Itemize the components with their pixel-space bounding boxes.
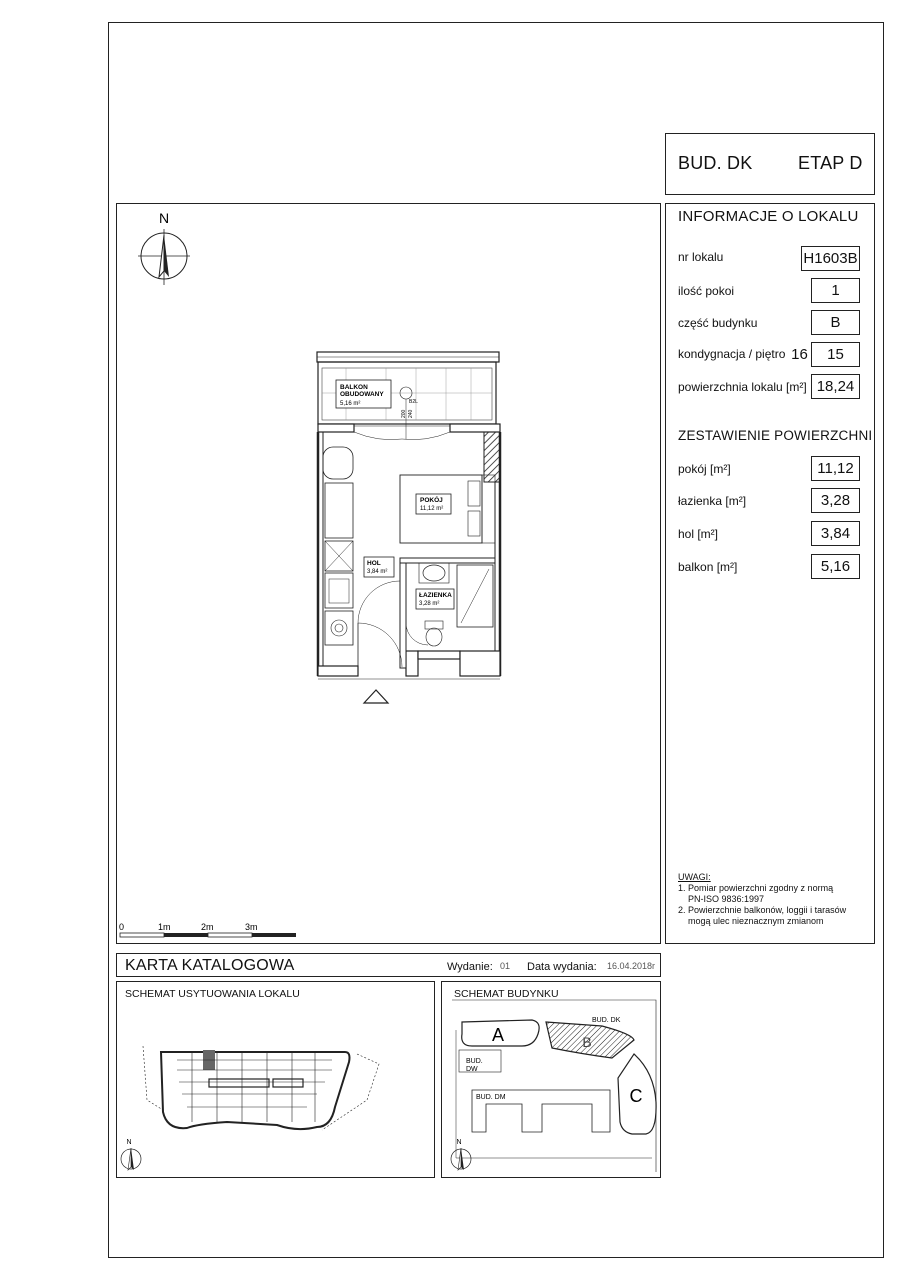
bud-dw-label1: BUD. [466, 1058, 483, 1065]
entrance-marker [364, 690, 388, 703]
note-line-1: 1. Pomiar powierzchni zgodny z normą [678, 883, 834, 893]
balcony-label2: OBUDOWANY [340, 391, 384, 398]
catalog-title: KARTA KATALOGOWA [125, 957, 295, 974]
scale-0: 0 [119, 922, 125, 932]
value-hall-area: 3,84 [811, 521, 860, 546]
dim-b2l: B2L [409, 399, 418, 405]
areas-title: ZESTAWIENIE POWIERZCHNI [678, 428, 873, 443]
label-floor: kondygnacja / piętro [678, 347, 786, 361]
label-unit-area: powierzchnia lokalu [m²] [678, 380, 807, 394]
value-room-count: 1 [811, 278, 860, 303]
bath-area-label: 3,28 m² [419, 601, 440, 607]
bud-dm-label: BUD. DM [476, 1094, 506, 1101]
issue-label: Wydanie: [447, 961, 493, 973]
value-room-area: 11,12 [811, 456, 860, 481]
bath-label: ŁAZIENKA [419, 592, 452, 599]
toilet [426, 628, 442, 646]
scale-3m: 3m [245, 922, 258, 932]
dim-200: 200 [401, 409, 407, 418]
value-balcony-area: 5,16 [811, 554, 860, 579]
shaft [484, 432, 500, 482]
value-unit-area: 18,24 [811, 374, 860, 399]
north-label: N [158, 210, 170, 226]
scale-2m: 2m [201, 922, 214, 932]
room-label: POKÓJ [420, 497, 443, 504]
building-north-label: N [456, 1139, 462, 1146]
scale-1m: 1m [158, 922, 171, 932]
value-building-part: B [811, 310, 860, 335]
date-value: 16.04.2018r [607, 961, 656, 971]
label-balcony-area: balkon [m²] [678, 560, 738, 574]
info-title: INFORMACJE O LOKALU [678, 208, 859, 225]
value-unit-number: H1603B [801, 246, 860, 271]
building-panel [441, 981, 661, 1178]
label-building-part: część budynku [678, 316, 758, 330]
dim-240: 240 [408, 409, 414, 418]
info-panel [665, 203, 875, 944]
building-part-b: B [582, 1034, 592, 1050]
north-arrow-icon [121, 1139, 141, 1170]
location-title: SCHEMAT USYTUOWANIA LOKALU [125, 988, 300, 1000]
note-line-2: PN-ISO 9836:1997 [688, 894, 765, 904]
label-room-area: pokój [m²] [678, 462, 731, 476]
bud-dk-label: BUD. DK [592, 1017, 621, 1024]
balcony-area-label: 5,16 m² [340, 401, 361, 407]
value-floor: 15 [811, 342, 860, 367]
scale-bar [119, 922, 296, 937]
building-drawing [442, 982, 662, 1179]
room-area-label: 11,12 m² [420, 506, 444, 512]
issue-value: 01 [500, 961, 511, 971]
building-part-c: C [629, 1086, 643, 1106]
value-storey: 16 [791, 346, 808, 363]
note-line-4: mogą ulec nieznacznym zmianom [688, 916, 824, 926]
location-panel [116, 981, 435, 1178]
location-drawing [117, 982, 436, 1179]
hall-label: HOL [367, 560, 381, 567]
balcony-label: BALKON [340, 384, 368, 391]
label-unit-number: nr lokalu [678, 250, 724, 264]
note-line-3: 2. Powierzchnie balkonów, loggii i tarasów [678, 905, 847, 915]
hall-area-label: 3,84 m² [367, 569, 388, 575]
building-name: BUD. DK [678, 153, 753, 173]
bud-dw-label2: DW [466, 1066, 478, 1073]
label-room-count: ilość pokoi [678, 284, 735, 298]
value-bath-area: 3,28 [811, 488, 860, 513]
notes-title: UWAGI: [678, 872, 711, 882]
building-title: SCHEMAT BUDYNKU [454, 988, 559, 1000]
label-hall-area: hol [m²] [678, 527, 719, 541]
header-box [665, 133, 875, 195]
north-arrow-icon [138, 210, 190, 285]
floor-plan [116, 203, 661, 944]
date-label: Data wydania: [527, 961, 597, 973]
label-bath-area: łazienka [m²] [678, 494, 747, 508]
building-part-a: A [491, 1025, 505, 1045]
notes [678, 872, 846, 927]
north-arrow-icon [451, 1139, 471, 1170]
footer-title-bar [116, 953, 661, 977]
location-north-label: N [126, 1139, 132, 1146]
stage-name: ETAP D [798, 153, 863, 173]
